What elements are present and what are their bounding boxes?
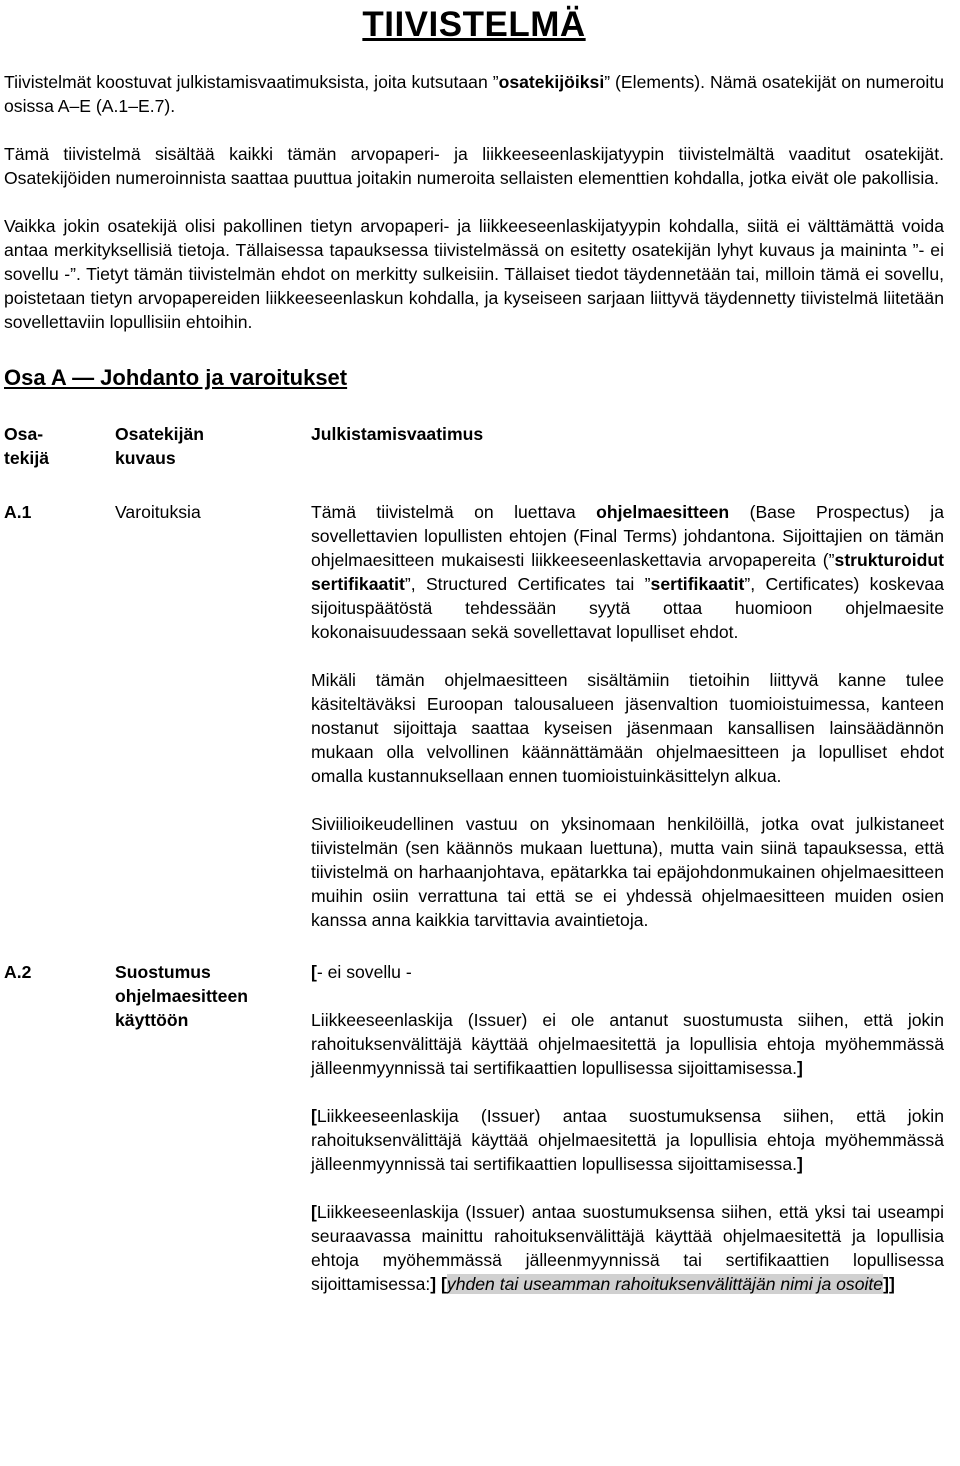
intro-p1-text-before: Tiivistelmät koostuvat julkistamisvaatimuksista, joita kutsutaan ” (4, 72, 499, 92)
a2-p3-bracket-close: ] (797, 1154, 803, 1174)
a1-p1-text-4: ”, Certificates) koskevaa sijoituspäätöstä tehdessään syytä ottaa huomioon ohjelmaesite kokonaisuudessaan sekä sovellettavat lopulliset ehdot. (311, 574, 944, 642)
a1-p1-bold-2: strukturoidut sertifikaatit (311, 550, 944, 594)
a2-paragraph-1 (311, 960, 944, 984)
intro-p1-bold-term: osatekijöiksi (498, 72, 605, 92)
table-header-row (4, 422, 944, 494)
a1-p1-bold-1: ohjelmaesitteen (596, 502, 730, 522)
a2-p3-text: Liikkeeseenlaskija (Issuer) antaa suostumuksensa siihen, että jokin rahoituksenvälittäjä käyttää ohjelmaesitettä ja lopullisia ehtoja myöhemmässä jälleenmyynnissä tai sertifikaattien lopullisessa sijoittamisessa. (311, 1106, 944, 1174)
intro-paragraph-3: Vaikka jokin osatekijä olisi pakollinen tietyn arvopaperi- ja liikkeeseenlaskijatyypin kohdalla, siitä ei välttämättä voida antaa merkityksellisiä tietoja. Tällaisessa tapauksessa tiivistelmässä on esitetty osatekijän lyhyt kuvaus ja maininta ”- ei sovellu -”. Tietyt tämän tiivistelmän ehdot on merkitty sulkeisiin. Tällaiset tiedot täydennetään tai, milloin tämä ei sovellu, poistetaan tietyn arvopapereiden liikkeeseenlaskun kohdalla, ja kyseiseen sarjaan liittyvä täydennetty tiivistelmä liitetään sovellettaviin lopullisiin ehtoihin. (4, 216, 944, 332)
a2-p4-bracket-close: ]] (883, 1274, 895, 1294)
a2-p1-text: - ei sovellu - (316, 962, 412, 982)
a2-p4-text: Liikkeeseenlaskija (Issuer) antaa suostumuksensa siihen, että yksi tai useampi seuraavassa mainittu rahoituksenvälittäjä käyttää ohjelmaesitettä ja lopullisia ehtoja myöhemmässä jälleenmyynnissä tai sertifikaattien lopullisessa sijoittamisessa: (311, 1202, 944, 1294)
a2-paragraph-4 (311, 1200, 944, 1296)
element-content-a1 (311, 494, 944, 954)
a2-p3-bracket-open: [ (311, 1106, 317, 1126)
document-page (4, 0, 944, 1296)
intro-p1-text-after: ” (Elements). Nämä osatekijät on numeroitu osissa A–E (A.1–E.7). (4, 72, 945, 116)
a2-p2-bracket: ] (797, 1058, 803, 1078)
a2-p2-text: Liikkeeseenlaskija (Issuer) ei ole antanut suostumusta siihen, että jokin rahoituksenvälittäjä käyttää ohjelmaesitettä ja lopullisia ehtoja myöhemmässä jälleenmyynnissä tai sertifikaattien lopullisessa sijoittamisessa. (311, 1010, 944, 1078)
header-description: Osatekijän kuvaus (115, 424, 204, 468)
intro-paragraph-2: Tämä tiivistelmä sisältää kaikki tämän arvopaperi- ja liikkeeseenlaskijatyypin tiivistelmältä vaaditut osatekijät. Osatekijöiden numeroinnista saattaa puuttua joitakin numeroita sellaisten elementtien kohdalla, jotka eivät ole pakollisia. (4, 144, 944, 188)
a2-p4-bracket-mid: ] [ (430, 1274, 447, 1294)
a1-p1-text-2: (Base Prospectus) ja sovellettavien lopullisten ehtojen (Final Terms) johdantona. Sijoittajien on tämän ohjelmaesitteen mukaisesti liikkeeseenlaskettavia arvopapereita (” (311, 502, 944, 570)
a1-paragraph-2: Mikäli tämän ohjelmaesitteen sisältämiin tietoihin liittyvä kanne tulee käsiteltäväksi Euroopan talousalueen jäsenvaltion tuomioistuimessa, kanteen nostanut sijoittaja saattaa kyseisen jäsenmaan kansallisen lainsäädännön mukaan olla velvollinen käännättämään ohjelmaesitteen ja lopulliset ehdot omalla kustannuksellaan ennen tuomioistuinkäsittelyn alkua. (311, 670, 944, 786)
element-label-a2: Suostumus ohjelmaesitteen käyttöön (115, 962, 248, 1030)
document-title: TIIVISTELMÄ (362, 5, 586, 44)
a1-paragraph-3: Siviilioikeudellinen vastuu on yksinomaan henkilöillä, jotka ovat julkistaneet tiivistelmän (sen käännös mukaan luettuna), mutta vain siinä tapauksessa, että tiivistelmä on harhaanjohtava, epätarkka tai epäjohdonmukainen ohjelmaesitteen muihin osiin verrattuna tai että se ei yhdessä ohjelmaesitteen muiden osien kanssa anna kaikkia tarvittavia avaintietoja. (311, 814, 944, 930)
a2-paragraph-3 (311, 1104, 944, 1176)
section-a-title: Osa A — Johdanto ja varoitukset (4, 365, 348, 390)
a2-p1-bracket: [ (311, 962, 317, 982)
summary-table (4, 422, 944, 1296)
intro-paragraph-1 (4, 70, 944, 118)
a1-p1-text-1: Tämä tiivistelmä on luettava (311, 502, 597, 522)
element-content-a2 (311, 954, 944, 1296)
a1-p1-bold-3: sertifikaatit (650, 574, 745, 594)
a1-p1-text-3: ”, Structured Certificates tai ” (404, 574, 651, 594)
a2-paragraph-2 (311, 1008, 944, 1080)
element-label-a1: Varoituksia (115, 502, 201, 522)
header-requirement: Julkistamisvaatimus (311, 424, 484, 444)
table-row (4, 494, 944, 954)
a1-paragraph-1 (311, 500, 944, 644)
table-row (4, 954, 944, 1296)
element-id-a2: A.2 (4, 962, 32, 982)
a2-p4-placeholder-highlight: yhden tai useamman rahoituksenvälittäjän nimi ja osoite (446, 1274, 884, 1294)
a2-p4-bracket-open: [ (311, 1202, 317, 1222)
header-element: Osa- tekijä (4, 424, 49, 468)
element-id-a1: A.1 (4, 502, 32, 522)
